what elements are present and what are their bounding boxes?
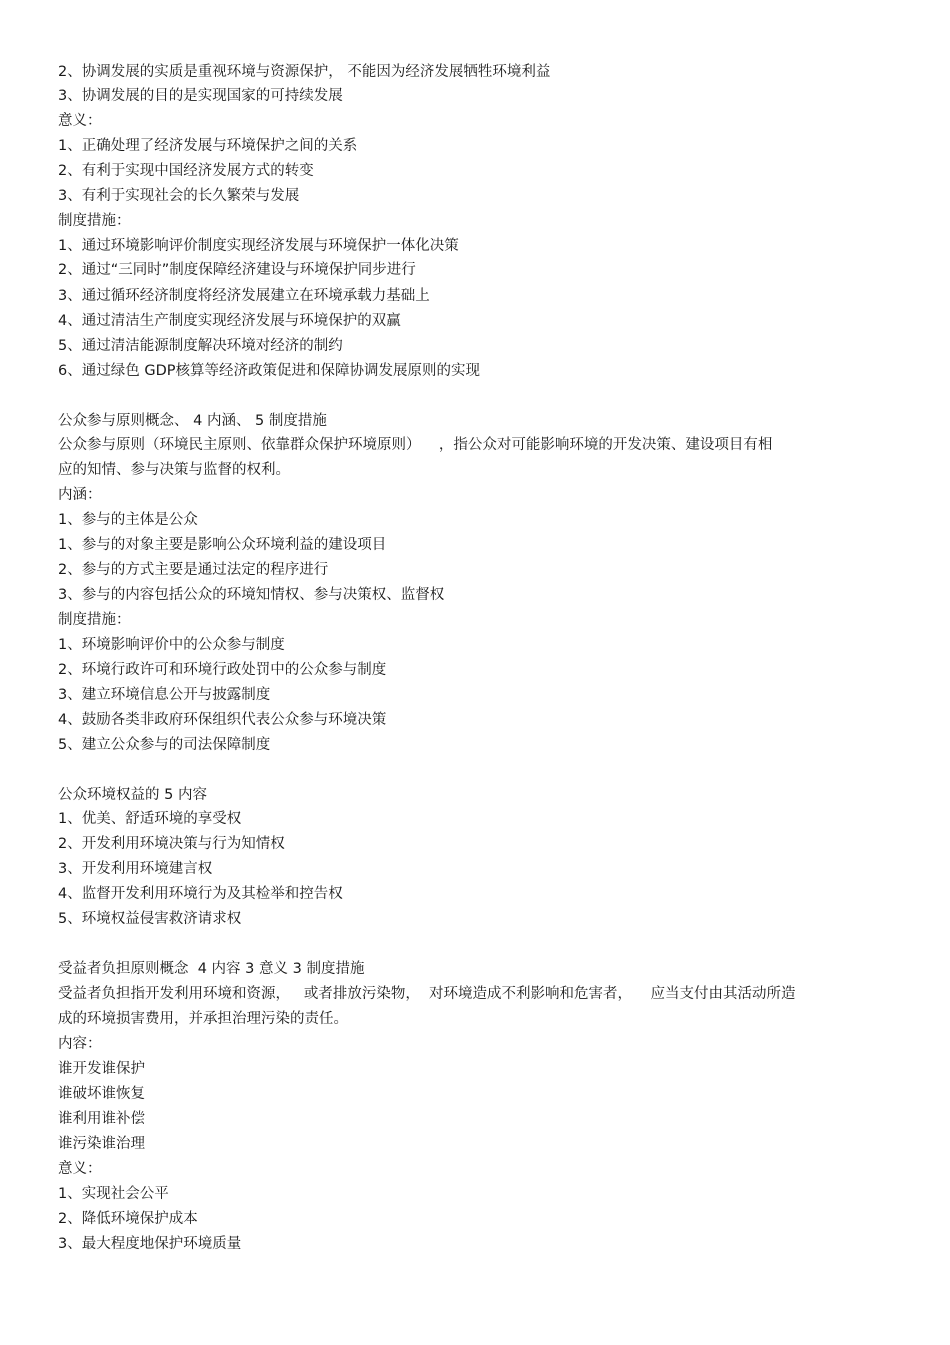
text-line: 4、鼓励各类非政府环保组织代表公众参与环境决策 — [58, 712, 387, 728]
text-line: 2、降低环境保护成本 — [58, 1211, 198, 1227]
text-line: 2、环境行政许可和环境行政处罚中的公众参与制度 — [58, 662, 387, 678]
text-line: 2、开发利用环境决策与行为知情权 — [58, 836, 285, 852]
text-line: 1、优美、舒适环境的享受权 — [58, 811, 242, 827]
text-line: 1、参与的主体是公众 — [58, 512, 198, 528]
text-line: 1、通过环境影响评价制度实现经济发展与环境保护一体化决策 — [58, 238, 459, 254]
text-line: 1、实现社会公平 — [58, 1186, 169, 1202]
text-line: 2、协调发展的实质是重视环境与资源保护， 不能因为经济发展牺牲环境利益 — [58, 64, 551, 80]
text-line: 3、最大程度地保护环境质量 — [58, 1236, 242, 1252]
text-line: 4、通过清洁生产制度实现经济发展与环境保护的双赢 — [58, 313, 401, 329]
section-label: 制度措施： — [58, 612, 131, 628]
text-line: 6、通过绿色 GDP核算等经济政策促进和保障协调发展原则的实现 — [58, 363, 480, 379]
text-line: 公众参与原则（环境民主原则、依靠群众保护环境原则） ，指公众对可能影响环境的开发决策、建设项目有相 — [58, 437, 773, 453]
text-line: 2、通过“三同时”制度保障经济建设与环境保护同步进行 — [58, 262, 416, 278]
text-line: 3、开发利用环境建言权 — [58, 861, 213, 877]
text-line: 5、建立公众参与的司法保障制度 — [58, 737, 271, 753]
section-label: 内涵： — [58, 487, 102, 503]
text-line: 3、建立环境信息公开与披露制度 — [58, 687, 271, 703]
text-line: 1、正确处理了经济发展与环境保护之间的关系 — [58, 138, 358, 154]
text-line: 谁污染谁治理 — [58, 1136, 145, 1152]
section-heading: 受益者负担原则概念 4 内容 3 意义 3 制度措施 — [58, 961, 365, 977]
text-line: 4、监督开发利用环境行为及其检举和控告权 — [58, 886, 343, 902]
text-line: 3、协调发展的目的是实现国家的可持续发展 — [58, 88, 343, 104]
text-line: 谁开发谁保护 — [58, 1061, 145, 1077]
text-line: 1、环境影响评价中的公众参与制度 — [58, 637, 285, 653]
text-line: 2、有利于实现中国经济发展方式的转变 — [58, 163, 314, 179]
text-line: 3、有利于实现社会的长久繁荣与发展 — [58, 188, 300, 204]
text-line: 应的知情、参与决策与监督的权利。 — [58, 462, 290, 478]
text-line: 3、参与的内容包括公众的环境知情权、参与决策权、监督权 — [58, 587, 445, 603]
section-heading: 公众参与原则概念、 4 内涵、 5 制度措施 — [58, 413, 327, 429]
section-label: 意义： — [58, 1161, 102, 1177]
text-line: 受益者负担指开发利用环境和资源， 或者排放污染物， 对环境造成不利影响和危害者， 应当支付由其活动所造 — [58, 986, 796, 1002]
text-line: 3、通过循环经济制度将经济发展建立在环境承载力基础上 — [58, 288, 430, 304]
text-line: 1、参与的对象主要是影响公众环境利益的建设项目 — [58, 537, 387, 553]
section-heading: 公众环境权益的 5 内容 — [58, 787, 207, 803]
text-line: 成的环境损害费用，并承担治理污染的责任。 — [58, 1011, 348, 1027]
section-label: 意义： — [58, 113, 102, 129]
text-line: 2、参与的方式主要是通过法定的程序进行 — [58, 562, 329, 578]
text-line: 谁利用谁补偿 — [58, 1111, 145, 1127]
text-line: 5、环境权益侵害救济请求权 — [58, 911, 242, 927]
text-line: 5、通过清洁能源制度解决环境对经济的制约 — [58, 338, 343, 354]
section-label: 内容： — [58, 1036, 102, 1052]
section-label: 制度措施： — [58, 213, 131, 229]
text-line: 谁破坏谁恢复 — [58, 1086, 145, 1102]
